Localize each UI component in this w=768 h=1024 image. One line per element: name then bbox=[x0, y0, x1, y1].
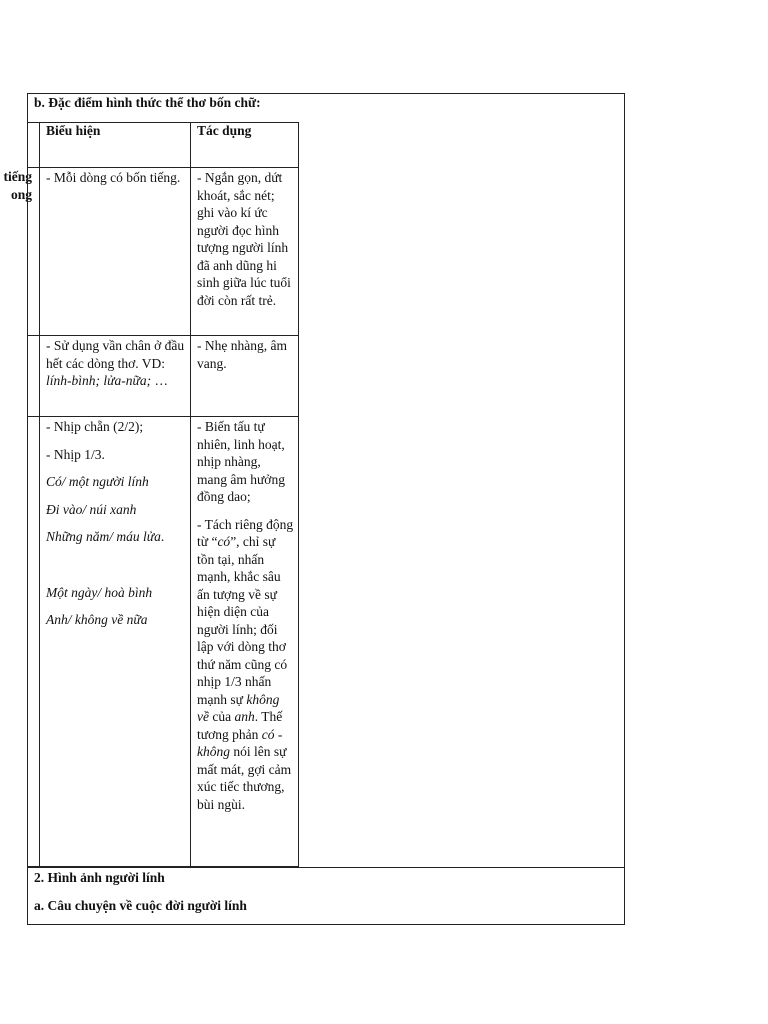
row3-rhythm-1-3: - Nhịp 1/3. bbox=[46, 446, 105, 462]
row1-col1 bbox=[46, 169, 188, 187]
row2-bottom-border bbox=[27, 416, 299, 417]
row2-col1 bbox=[46, 337, 188, 390]
row3-col2-para1: - Biến tấu tự nhiên, linh hoạt, nhịp nhàng, mang âm hưởng đồng dao; bbox=[197, 419, 285, 504]
poem-line-1: Có/ một người lính bbox=[46, 474, 149, 489]
poem-line-3-wrap: Những năm/ máu lửa. bbox=[46, 529, 165, 544]
column-divider bbox=[190, 122, 191, 867]
section-2-title: 2. Hình ảnh người lính bbox=[34, 870, 165, 885]
section2-top-border bbox=[27, 867, 625, 868]
section-b-title: b. Đặc điểm hình thức thể thơ bốn chữ: bbox=[34, 95, 261, 110]
row2-col2-text: - Nhẹ nhàng, âm vang. bbox=[197, 338, 287, 371]
row1-col1-text: - Mỗi dòng có bốn tiếng. bbox=[46, 170, 181, 185]
poem-line-2: Đi vào/ núi xanh bbox=[46, 501, 137, 517]
header-tac-dung: Tác dụng bbox=[197, 123, 252, 138]
poem-line-5: Anh/ không về nữa bbox=[46, 612, 148, 627]
cut-off-line-1: tiếng bbox=[3, 169, 32, 184]
row3-col2 bbox=[197, 418, 294, 813]
header-bieu-hien: Biểu hiện bbox=[46, 123, 101, 138]
inner-right-border bbox=[298, 122, 299, 867]
row1-col2-text: - Ngắn gọn, dứt khoát, sắc nét; ghi vào kí ức người đọc hình tượng người lính đã anh dũng hi sinh giữa lúc tuổi đời còn rất trẻ. bbox=[197, 170, 291, 308]
row3-col1 bbox=[46, 418, 188, 629]
poem-line-4: Một ngày/ hoà bình bbox=[46, 584, 153, 600]
row3-col2-para2: - Tách riêng động từ “có”, chỉ sự tồn tại, nhấn mạnh, khắc sâu ấn tượng về sự hiện diện của người lính; đối lập với dòng thơ thứ năm cũng có nhịp 1/3 nhấn mạnh sự không về của anh. Thế tương phản có - không nói lên sự mất mát, gợi cảm xúc tiếc thương, bùi ngùi. bbox=[197, 516, 294, 812]
row2-col2 bbox=[197, 337, 294, 372]
poem-line-3: Những năm/ máu lửa bbox=[46, 529, 161, 544]
row3-rhythm-even: - Nhịp chẵn (2/2); bbox=[46, 419, 144, 434]
header-bottom-border bbox=[27, 167, 299, 168]
cut-off-line-2: ong bbox=[10, 186, 32, 202]
row2-col1-text: - Sử dụng vần chân ở đầu hết các dòng thơ. VD: lính-bình; lửa-nữa; … bbox=[46, 338, 185, 388]
row1-col2 bbox=[197, 169, 294, 309]
section-2a-title: a. Câu chuyện về cuộc đời người lính bbox=[34, 898, 247, 913]
inner-left-border bbox=[39, 122, 40, 867]
row1-bottom-border bbox=[27, 335, 299, 336]
